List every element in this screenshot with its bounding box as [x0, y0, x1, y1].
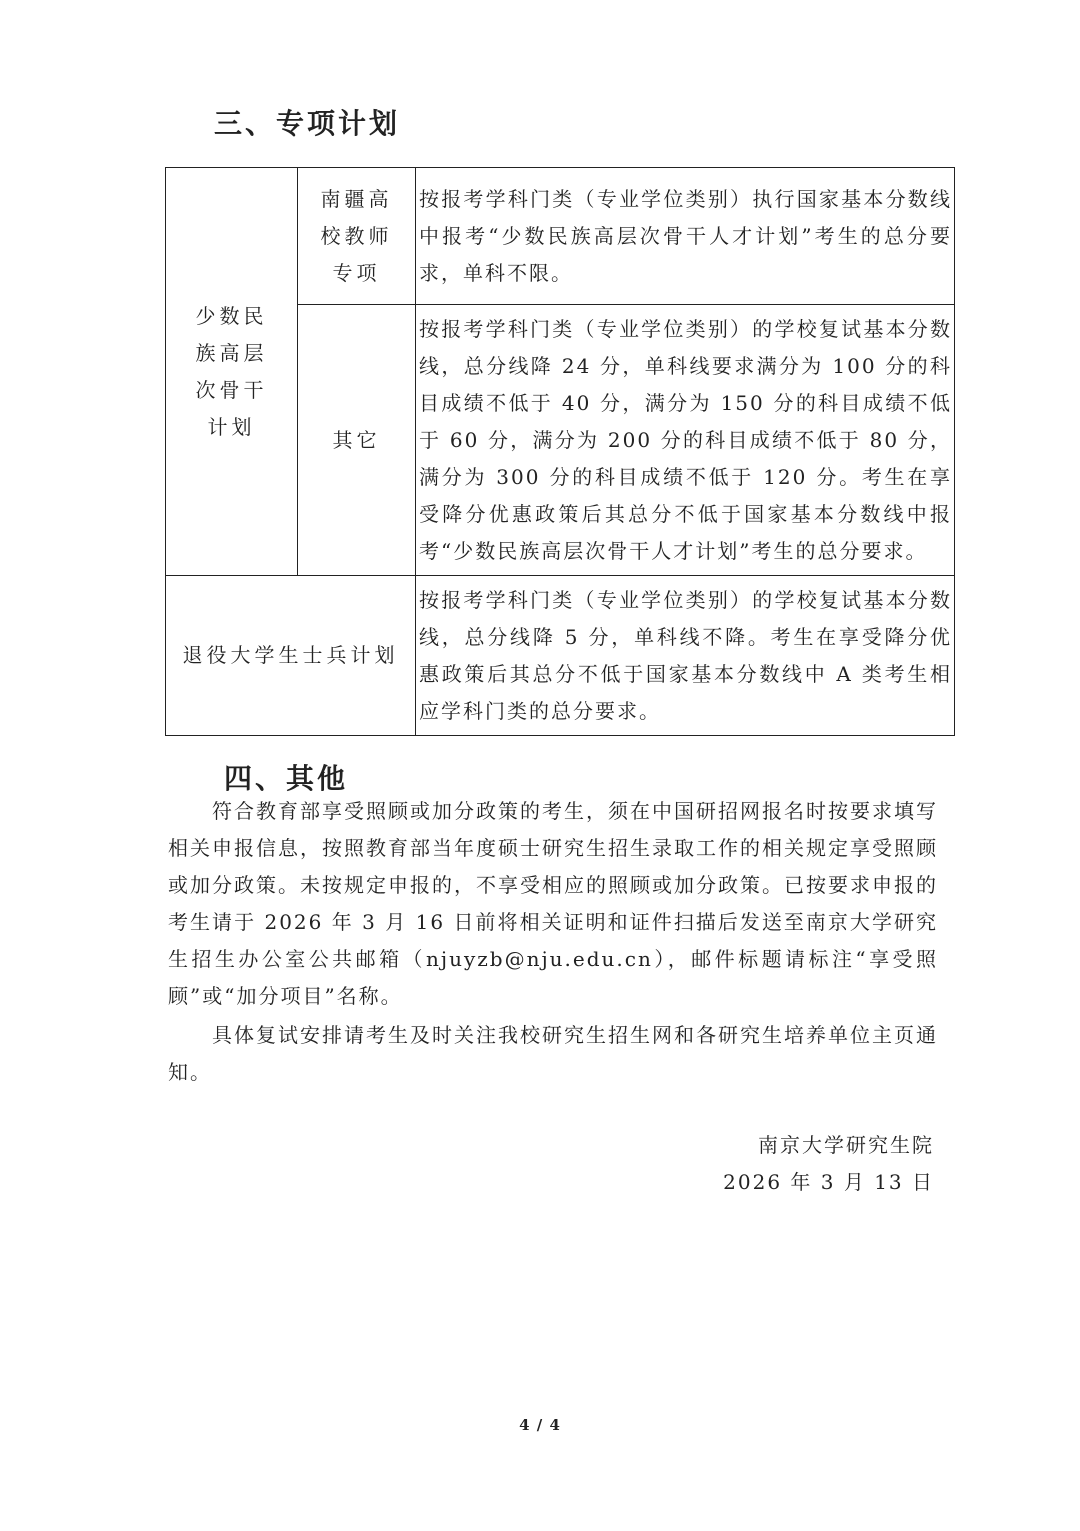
table-row — [166, 168, 955, 305]
section-heading-special-plans: 三、专项计划 — [214, 107, 401, 140]
requirement-southern-xinjiang: 按报考学科门类（专业学位类别）执行国家基本分数线中报考“少数民族高层次骨干人才计划”考生的总分要求，单科不限。 — [416, 168, 955, 305]
special-plans-table — [165, 167, 955, 736]
section-heading-other: 四、其他 — [224, 762, 349, 795]
table-row — [166, 576, 955, 736]
page-number: 4 / 4 — [519, 1416, 561, 1434]
paragraph-policy: 符合教育部享受照顾或加分政策的考生，须在中国研招网报名时按要求填写相关申报信息，按照教育部当年度硕士研究生招生录取工作的相关规定享受照顾或加分政策。未按规定申报的，不享受相应的照顾或加分政策。已按要求申报的考生请于 2026 年 3 月 16 日前将相关证明和证件扫描后发送至南京大学研究生招生办公室公共邮箱（njuyzb@nju.edu.cn），邮件标题请标注“享受照顾”或“加分项目”名称。 — [168, 799, 938, 1008]
subcategory-southern-xinjiang: 南疆高校教师专项 — [298, 168, 416, 305]
requirement-other: 按报考学科门类（专业学位类别）的学校复试基本分数线，总分线降 24 分，单科线要求满分为 100 分的科目成绩不低于 40 分，满分为 150 分的科目成绩不低于 60 分，满分为 200 分的科目成绩不低于 80 分，满分为 300 分的科目成绩不低于 120 分。考生在享受降分优惠政策后其总分不低于国家基本分数线中报考“少数民族高层次骨干人才计划”考生的总分要求。 — [416, 305, 955, 576]
signature-date: 2026 年 3 月 13 日 — [723, 1170, 934, 1194]
category-minority-plan: 少数民族高层次骨干计划 — [166, 168, 298, 576]
subcategory-other: 其它 — [298, 305, 416, 576]
category-veteran-plan: 退役大学生士兵计划 — [166, 576, 416, 736]
paragraph-schedule: 具体复试安排请考生及时关注我校研究生招生网和各研究生培养单位主页通知。 — [168, 1023, 938, 1084]
signature-organization: 南京大学研究生院 — [758, 1133, 934, 1157]
requirement-veteran: 按报考学科门类（专业学位类别）的学校复试基本分数线，总分线降 5 分，单科线不降。考生在享受降分优惠政策后其总分不低于国家基本分数线中 A 类考生相应学科门类的总分要求。 — [416, 576, 955, 736]
